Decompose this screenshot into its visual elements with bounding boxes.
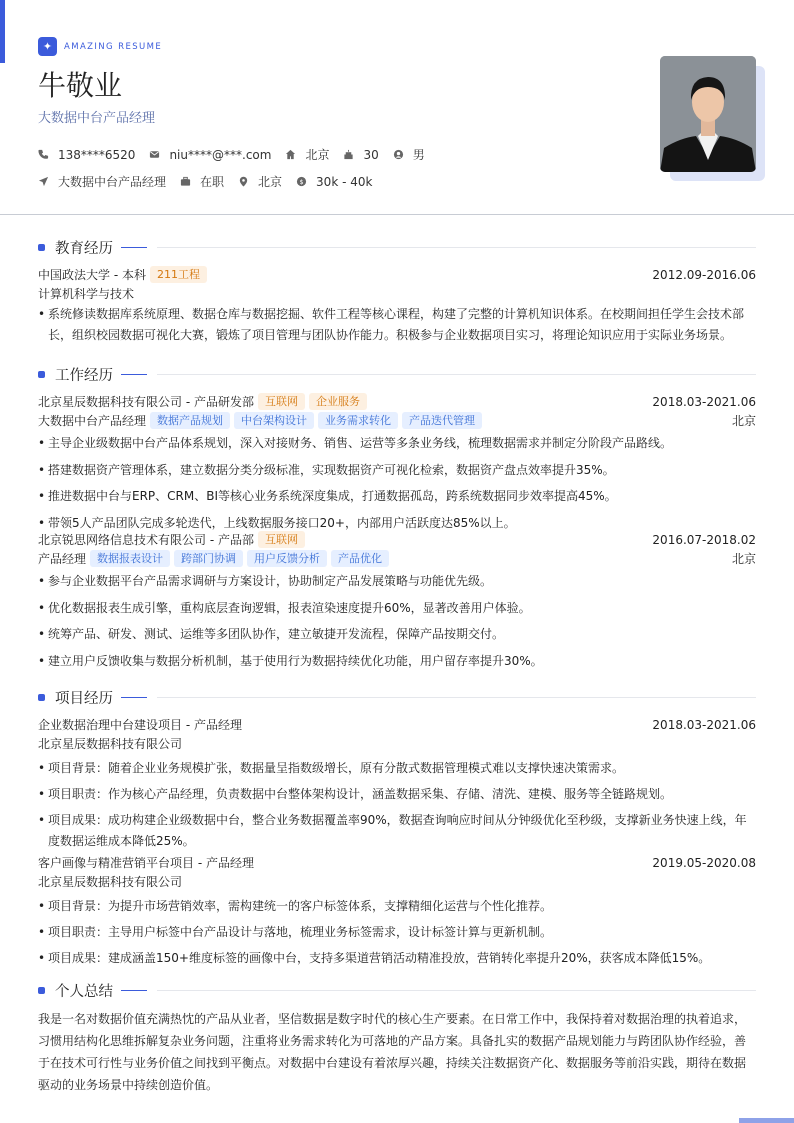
section-title: 个人总结 <box>55 983 113 1000</box>
candidate-title: 大数据中台产品经理 <box>38 111 156 126</box>
job-bullet: • 搭建数据资产管理体系，建立数据分类分级标准，实现数据资产可视化检索，数据资产盘点效率提升35%。 <box>38 457 756 484</box>
gender-item <box>393 146 425 163</box>
job-bullet: • 优化数据报表生成引擎，重构底层查询逻辑，报表渲染速度提升60%，显著改善用户体验。 <box>38 595 756 622</box>
job-location: 北京 <box>731 414 756 428</box>
candidate-name: 牛敬业 <box>38 69 123 102</box>
home-icon <box>285 149 296 160</box>
phone-item <box>38 148 135 162</box>
job-header-row <box>38 392 756 411</box>
email-value: niu****@***.com <box>169 147 272 162</box>
briefcase-icon <box>180 176 191 187</box>
skill-tag: 产品优化 <box>331 550 389 567</box>
projects-section <box>38 687 756 969</box>
footer-accent-bar <box>739 1118 794 1123</box>
project-bullet: • 项目背景：为提升市场营销效率，需构建统一的客户标签体系，支撑精细化运营与个性化推荐。 <box>38 896 756 917</box>
project-bullet: • 项目成果：成功构建企业级数据中台，整合业务数据覆盖率90%，数据查询响应时间从分钟级优化至秒级，支撑新业务快速上线，年度数据运维成本降低25%。 <box>38 810 756 852</box>
project-header-row <box>38 715 756 734</box>
brand-name: AMAZING RESUME <box>64 41 163 52</box>
section-accent-line <box>121 374 147 375</box>
work-section <box>38 364 756 674</box>
skill-tag: 产品迭代管理 <box>402 412 482 429</box>
section-header <box>38 687 756 707</box>
job-date: 2016.07-2018.02 <box>652 532 756 547</box>
job-intent-row <box>38 173 386 190</box>
project-date: 2019.05-2020.08 <box>652 855 756 870</box>
major: 计算机科学与技术 <box>38 287 135 301</box>
section-divider <box>157 247 756 248</box>
skill-tag: 中台架构设计 <box>234 412 314 429</box>
job-role: 产品经理 <box>38 552 87 566</box>
section-divider <box>157 697 756 698</box>
job-date: 2018.03-2021.06 <box>652 394 756 409</box>
brand <box>38 37 162 56</box>
salary-item <box>296 175 372 189</box>
project-date: 2018.03-2021.06 <box>652 717 756 732</box>
target-job-item <box>38 173 166 190</box>
project-bullet: • 项目职责：主导用户标签中台产品设计与落地，梳理业务标签需求，设计标签计算与更新机制。 <box>38 922 756 943</box>
salary-value: 30k - 40k <box>316 174 373 189</box>
section-divider <box>157 990 756 991</box>
skill-tag: 数据产品规划 <box>150 412 230 429</box>
section-title: 项目经历 <box>55 690 113 707</box>
section-marker <box>38 694 45 701</box>
school-name: 中国政法大学 - 本科 <box>38 268 146 282</box>
skill-tag: 跨部门协调 <box>174 550 243 567</box>
phone-icon <box>38 149 49 160</box>
status-item <box>180 173 224 190</box>
industry-tag: 互联网 <box>258 531 305 548</box>
contact-row <box>38 146 439 163</box>
job-bullet: • 带领5人产品团队完成多轮迭代，上线数据服务接口20+，内部用户活跃度达85%以上。 <box>38 510 756 537</box>
job-role-row <box>38 411 756 430</box>
gender-icon <box>393 149 404 160</box>
job-bullet: • 建立用户反馈收集与数据分析机制，基于使用行为数据持续优化功能，用户留存率提升30%。 <box>38 648 756 675</box>
education-section <box>38 237 756 346</box>
section-marker <box>38 371 45 378</box>
target-city-item <box>238 173 282 190</box>
money-icon <box>296 176 307 187</box>
skill-tag: 数据报表设计 <box>90 550 170 567</box>
target-job-value: 大数据中台产品经理 <box>58 175 167 189</box>
education-date: 2012.09-2016.06 <box>652 267 756 282</box>
summary-section <box>38 980 756 1096</box>
section-header <box>38 237 756 257</box>
project-company: 北京星辰数据科技有限公司 <box>38 875 183 889</box>
mail-icon <box>149 149 160 160</box>
gender-value: 男 <box>412 148 425 162</box>
project-entry <box>38 715 756 852</box>
skill-tag: 用户反馈分析 <box>247 550 327 567</box>
job-bullet: • 主导企业级数据中台产品体系规划，深入对接财务、销售、运营等多条业务线，梳理数据需求并制定分阶段产品路线。 <box>38 430 756 457</box>
project-bullet: • 项目职责：作为核心产品经理，负责数据中台整体架构设计，涵盖数据采集、存储、清洗、建模、服务等全链路规划。 <box>38 784 756 805</box>
major-row <box>38 284 756 303</box>
email-item <box>149 148 271 162</box>
city-item <box>285 146 329 163</box>
section-title: 教育经历 <box>55 240 113 257</box>
skill-tag: 业务需求转化 <box>318 412 398 429</box>
send-icon <box>38 176 49 187</box>
education-bullet: • 系统修读数据库系统原理、数据仓库与数据挖掘、软件工程等核心课程，构建了完整的计算机知识体系。在校期间担任学生会技术部长，组织校园数据可视化大赛，锻炼了项目管理与团队协作能力。积极参与企业数据项目实习，将理论知识应用于实际业务场景。 <box>38 304 756 346</box>
job-bullet: • 统筹产品、研发、测试、运维等多团队协作，建立敏捷开发流程，保障产品按期交付。 <box>38 621 756 648</box>
location-pin-icon <box>238 176 249 187</box>
industry-tag: 互联网 <box>258 393 305 410</box>
svg-text:$: $ <box>299 177 304 186</box>
company-name: 北京星辰数据科技有限公司 - 产品研发部 <box>38 395 254 409</box>
accent-bar <box>0 0 5 63</box>
status-value: 在职 <box>200 175 225 189</box>
header-divider <box>0 214 794 215</box>
section-header <box>38 364 756 384</box>
project-header-row <box>38 853 756 872</box>
section-divider <box>157 374 756 375</box>
job-entry <box>38 530 756 674</box>
project-name: 客户画像与精准营销平台项目 - 产品经理 <box>38 856 254 870</box>
project-entry <box>38 853 756 969</box>
section-accent-line <box>121 697 147 698</box>
job-role: 大数据中台产品经理 <box>38 414 147 428</box>
industry-tag: 企业服务 <box>309 393 367 410</box>
phone-value: 138****6520 <box>58 147 136 162</box>
job-bullet: • 参与企业数据平台产品需求调研与方案设计，协助制定产品发展策略与功能优先级。 <box>38 568 756 595</box>
age-value: 30 <box>363 147 379 162</box>
section-header <box>38 980 756 1000</box>
section-accent-line <box>121 247 147 248</box>
project-company-row <box>38 872 756 891</box>
project-name: 企业数据治理中台建设项目 - 产品经理 <box>38 718 242 732</box>
education-header-row <box>38 265 756 284</box>
job-entry <box>38 392 756 536</box>
section-accent-line <box>121 990 147 991</box>
summary-text: 我是一名对数据价值充满热忱的产品从业者，坚信数据是数字时代的核心生产要素。在日常工作中，我保持着对数据治理的执着追求，习惯用结构化思维拆解复杂业务问题，注重将业务需求转化为可落地的产品方案。具备扎实的数据产品规划能力与跨团队协作经验，善于在技术可行性与业务价值之间找到平衡点。对数据中台建设有着浓厚兴趣，持续关注数据资产化、数据服务等前沿实践，期待在数据驱动的业务场景中持续创造价值。 <box>38 1012 747 1092</box>
age-item <box>343 148 378 162</box>
section-marker <box>38 244 45 251</box>
profile-photo <box>660 56 756 172</box>
section-title: 工作经历 <box>55 367 113 384</box>
project-bullet: • 项目成果：建成涵盖150+维度标签的画像中台，支持多渠道营销活动精准投放，营销转化率提升20%，获客成本降低15%。 <box>38 948 756 969</box>
job-bullet: • 推进数据中台与ERP、CRM、BI等核心业务系统深度集成，打通数据孤岛，跨系统数据同步效率提高45%。 <box>38 483 756 510</box>
company-name: 北京锐思网络信息技术有限公司 - 产品部 <box>38 533 254 547</box>
job-location: 北京 <box>731 552 756 566</box>
section-marker <box>38 987 45 994</box>
project-bullet: • 项目背景：随着企业业务规模扩张，数据量呈指数级增长，原有分散式数据管理模式难以支撑快速决策需求。 <box>38 758 756 779</box>
cake-icon <box>343 149 354 160</box>
school-tag: 211工程 <box>150 266 207 283</box>
sparkle-icon: ✦ <box>38 37 57 56</box>
project-company: 北京星辰数据科技有限公司 <box>38 737 183 751</box>
target-city-value: 北京 <box>258 175 283 189</box>
city-value: 北京 <box>305 148 330 162</box>
job-role-row <box>38 549 756 568</box>
project-company-row <box>38 734 756 753</box>
